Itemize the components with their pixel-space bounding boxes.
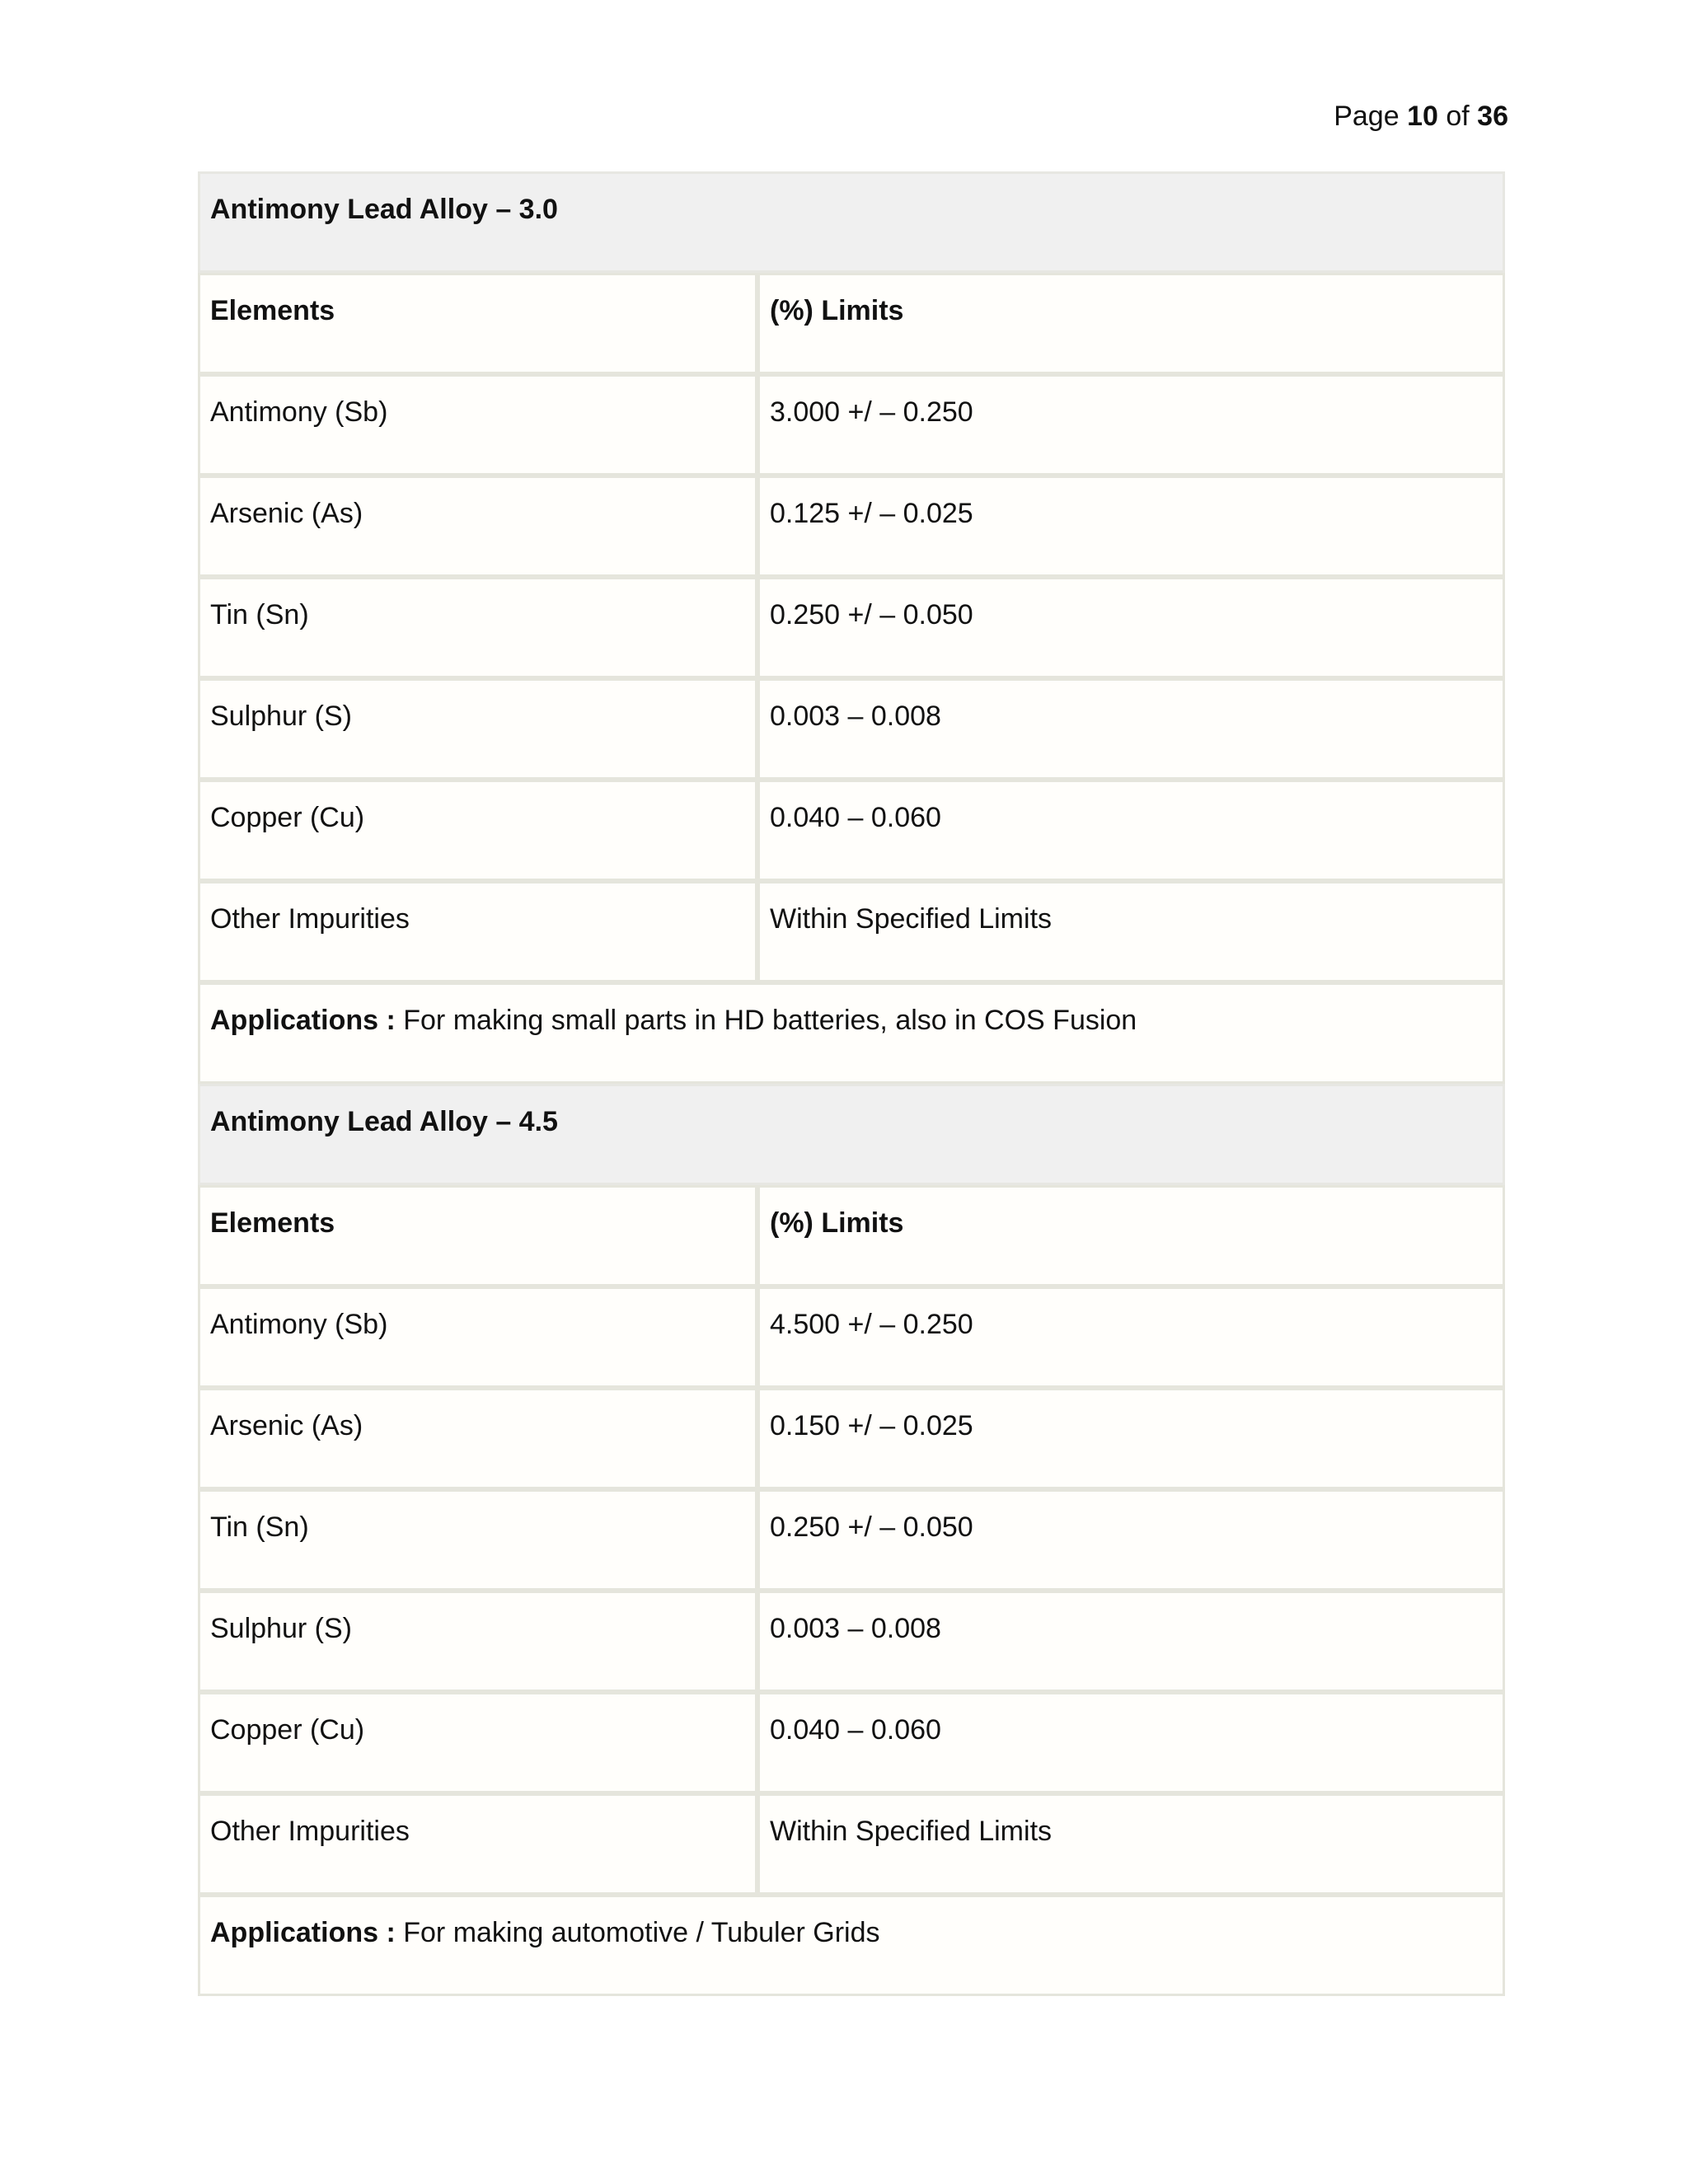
- alloy-title-row: [198, 171, 1505, 273]
- alloy-spec-table: [198, 171, 1505, 1996]
- limit-cell: 4.500 +/ – 0.250: [757, 1286, 1505, 1388]
- applications-cell: [198, 1895, 1505, 1996]
- element-cell: Arsenic (As): [198, 1388, 757, 1489]
- limit-cell: 3.000 +/ – 0.250: [757, 374, 1505, 476]
- element-cell: Tin (Sn): [198, 577, 757, 678]
- header-elements: Elements: [198, 1185, 757, 1286]
- header-row: [198, 1185, 1505, 1286]
- limit-cell: 0.040 – 0.060: [757, 780, 1505, 881]
- element-cell: Antimony (Sb): [198, 1286, 757, 1388]
- table-row: [198, 678, 1505, 780]
- table-row: [198, 780, 1505, 881]
- table-row: [198, 1388, 1505, 1489]
- element-cell: Other Impurities: [198, 881, 757, 982]
- alloy-spec-tables: [198, 171, 1505, 1996]
- page-total: 36: [1477, 101, 1508, 132]
- limit-cell: 0.003 – 0.008: [757, 1591, 1505, 1692]
- table-row: [198, 476, 1505, 577]
- table-row: [198, 1793, 1505, 1895]
- element-cell: Tin (Sn): [198, 1489, 757, 1591]
- header-limits: (%) Limits: [757, 273, 1505, 374]
- page-label: Page: [1334, 101, 1400, 132]
- applications-row: [198, 1895, 1505, 1996]
- page-of: of: [1446, 101, 1470, 132]
- table-row: [198, 1591, 1505, 1692]
- limit-cell: 0.125 +/ – 0.025: [757, 476, 1505, 577]
- limit-cell: Within Specified Limits: [757, 881, 1505, 982]
- header-limits: (%) Limits: [757, 1185, 1505, 1286]
- element-cell: Other Impurities: [198, 1793, 757, 1895]
- alloy-title: Antimony Lead Alloy – 4.5: [198, 1084, 1505, 1185]
- table-row: [198, 881, 1505, 982]
- applications-text: For making small parts in HD batteries, also in COS Fusion: [395, 1005, 1137, 1036]
- table-row: [198, 374, 1505, 476]
- applications-text: For making automotive / Tubuler Grids: [395, 1917, 880, 1948]
- header-elements: Elements: [198, 273, 757, 374]
- alloy-title-row: [198, 1084, 1505, 1185]
- alloy-title: Antimony Lead Alloy – 3.0: [198, 171, 1505, 273]
- limit-cell: 0.250 +/ – 0.050: [757, 577, 1505, 678]
- page-current: 10: [1407, 101, 1438, 132]
- element-cell: Sulphur (S): [198, 678, 757, 780]
- applications-label: Applications :: [210, 1005, 396, 1036]
- applications-label: Applications :: [210, 1917, 396, 1948]
- element-cell: Arsenic (As): [198, 476, 757, 577]
- table-row: [198, 1692, 1505, 1793]
- page-number: [1334, 97, 1508, 135]
- limit-cell: 0.003 – 0.008: [757, 678, 1505, 780]
- element-cell: Copper (Cu): [198, 1692, 757, 1793]
- limit-cell: Within Specified Limits: [757, 1793, 1505, 1895]
- table-row: [198, 1489, 1505, 1591]
- element-cell: Sulphur (S): [198, 1591, 757, 1692]
- element-cell: Antimony (Sb): [198, 374, 757, 476]
- element-cell: Copper (Cu): [198, 780, 757, 881]
- header-row: [198, 273, 1505, 374]
- limit-cell: 0.150 +/ – 0.025: [757, 1388, 1505, 1489]
- table-row: [198, 1286, 1505, 1388]
- applications-cell: [198, 982, 1505, 1084]
- limit-cell: 0.250 +/ – 0.050: [757, 1489, 1505, 1591]
- applications-row: [198, 982, 1505, 1084]
- limit-cell: 0.040 – 0.060: [757, 1692, 1505, 1793]
- table-row: [198, 577, 1505, 678]
